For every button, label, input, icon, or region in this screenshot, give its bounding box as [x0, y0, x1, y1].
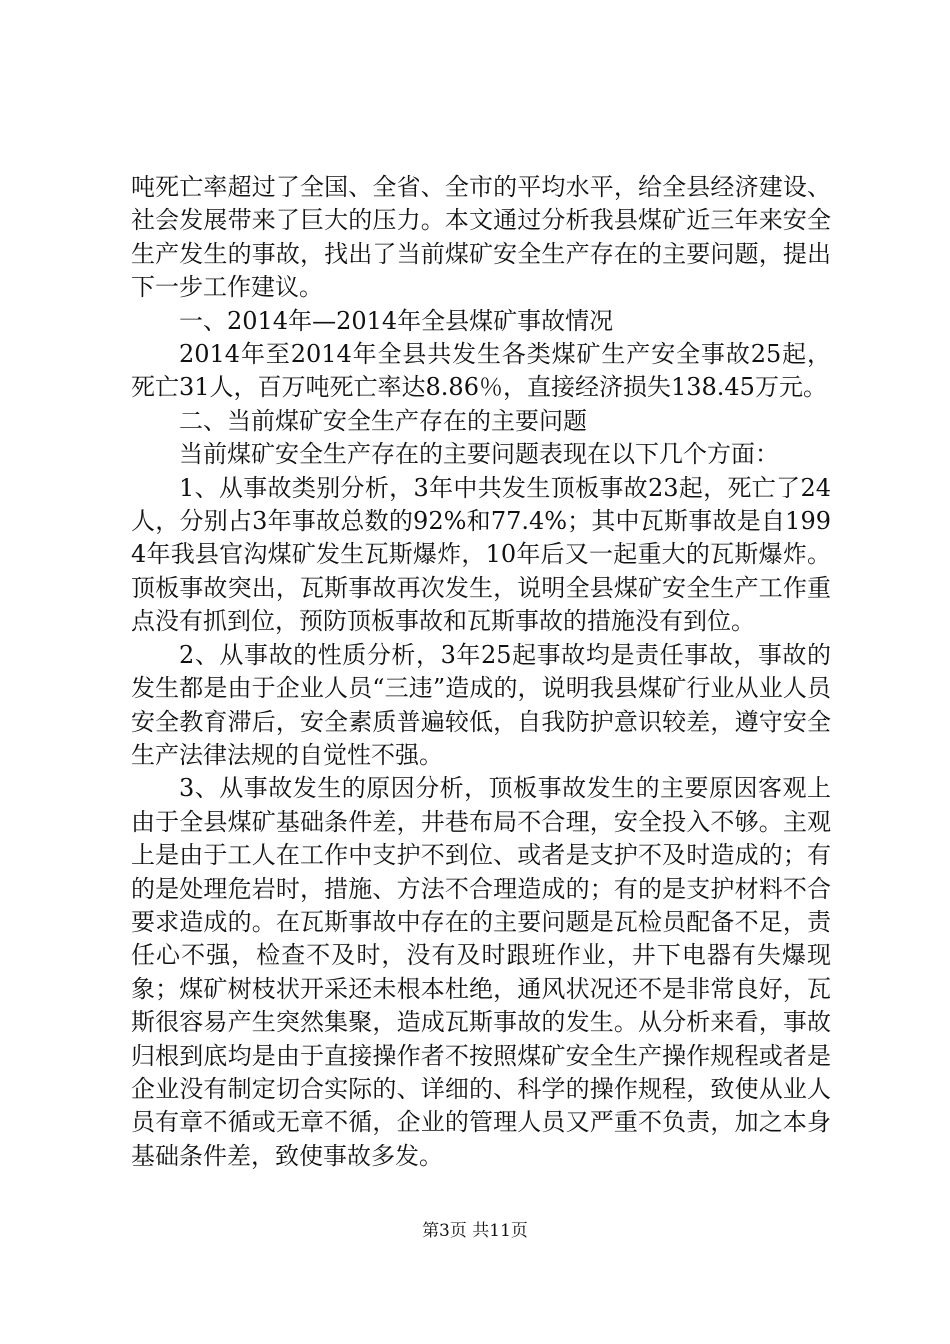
- paragraph-point-1: 1、从事故类别分析，3年中共发生顶板事故23起，死亡了24人，分别占3年事故总数的92%和77.4%；其中瓦斯事故是自1994年我县官沟煤矿发生瓦斯爆炸，10年后又一起重大的瓦斯爆炸。顶板事故突出，瓦斯事故再次发生，说明全县煤矿安全生产工作重点没有抓到位，预防顶板事故和瓦斯事故的措施没有到位。: [131, 473, 831, 636]
- paragraph-point-2: 2、从事故的性质分析，3年25起事故均是责任事故，事故的发生都是由于企业人员“三违”造成的，说明我县煤矿行业从业人员安全教育滞后，安全素质普遍较低，自我防护意识较差，遵守安全生产法律法规的自觉性不强。: [131, 640, 831, 769]
- paragraph-accident-summary: 2014年至2014年全县共发生各类煤矿生产安全事故25起，死亡31人，百万吨死亡率达8.86％，直接经济损失138.45万元。: [131, 340, 831, 402]
- paragraph-intro-problems: 当前煤矿安全生产存在的主要问题表现在以下几个方面：: [179, 440, 779, 469]
- paragraph-continuation: 吨死亡率超过了全国、全省、全市的平均水平，给全县经济建设、社会发展带来了巨大的压力。本文通过分析我县煤矿近三年来安全生产发生的事故，找出了当前煤矿安全生产存在的主要问题，提出下一步工作建议。: [131, 173, 831, 302]
- document-body: [131, 171, 831, 1173]
- section-heading-2: 二、当前煤矿安全生产存在的主要问题: [179, 406, 587, 435]
- page-number-footer: 第3页 共11页: [422, 1221, 528, 1241]
- section-heading-1: 一、2014年—2014年全县煤矿事故情况: [179, 306, 614, 335]
- paragraph-point-3: 3、从事故发生的原因分析，顶板事故发生的主要原因客观上由于全县煤矿基础条件差，井巷布局不合理，安全投入不够。主观上是由于工人在工作中支护不到位、或者是支护不及时造成的；有的是处理危岩时，措施、方法不合理造成的；有的是支护材料不合要求造成的。在瓦斯事故中存在的主要问题是瓦检员配备不足，责任心不强，检查不及时，没有及时跟班作业，井下电器有失爆现象；煤矿树枝状开采还未根本杜绝，通风状况还不是非常良好，瓦斯很容易产生突然集聚，造成瓦斯事故的发生。从分析来看，事故归根到底均是由于直接操作者不按照煤矿安全生产操作规程或者是企业没有制定切合实际的、详细的、科学的操作规程，致使从业人员有章不循或无章不循，企业的管理人员又严重不负责，加之本身基础条件差，致使事故多发。: [131, 774, 831, 1170]
